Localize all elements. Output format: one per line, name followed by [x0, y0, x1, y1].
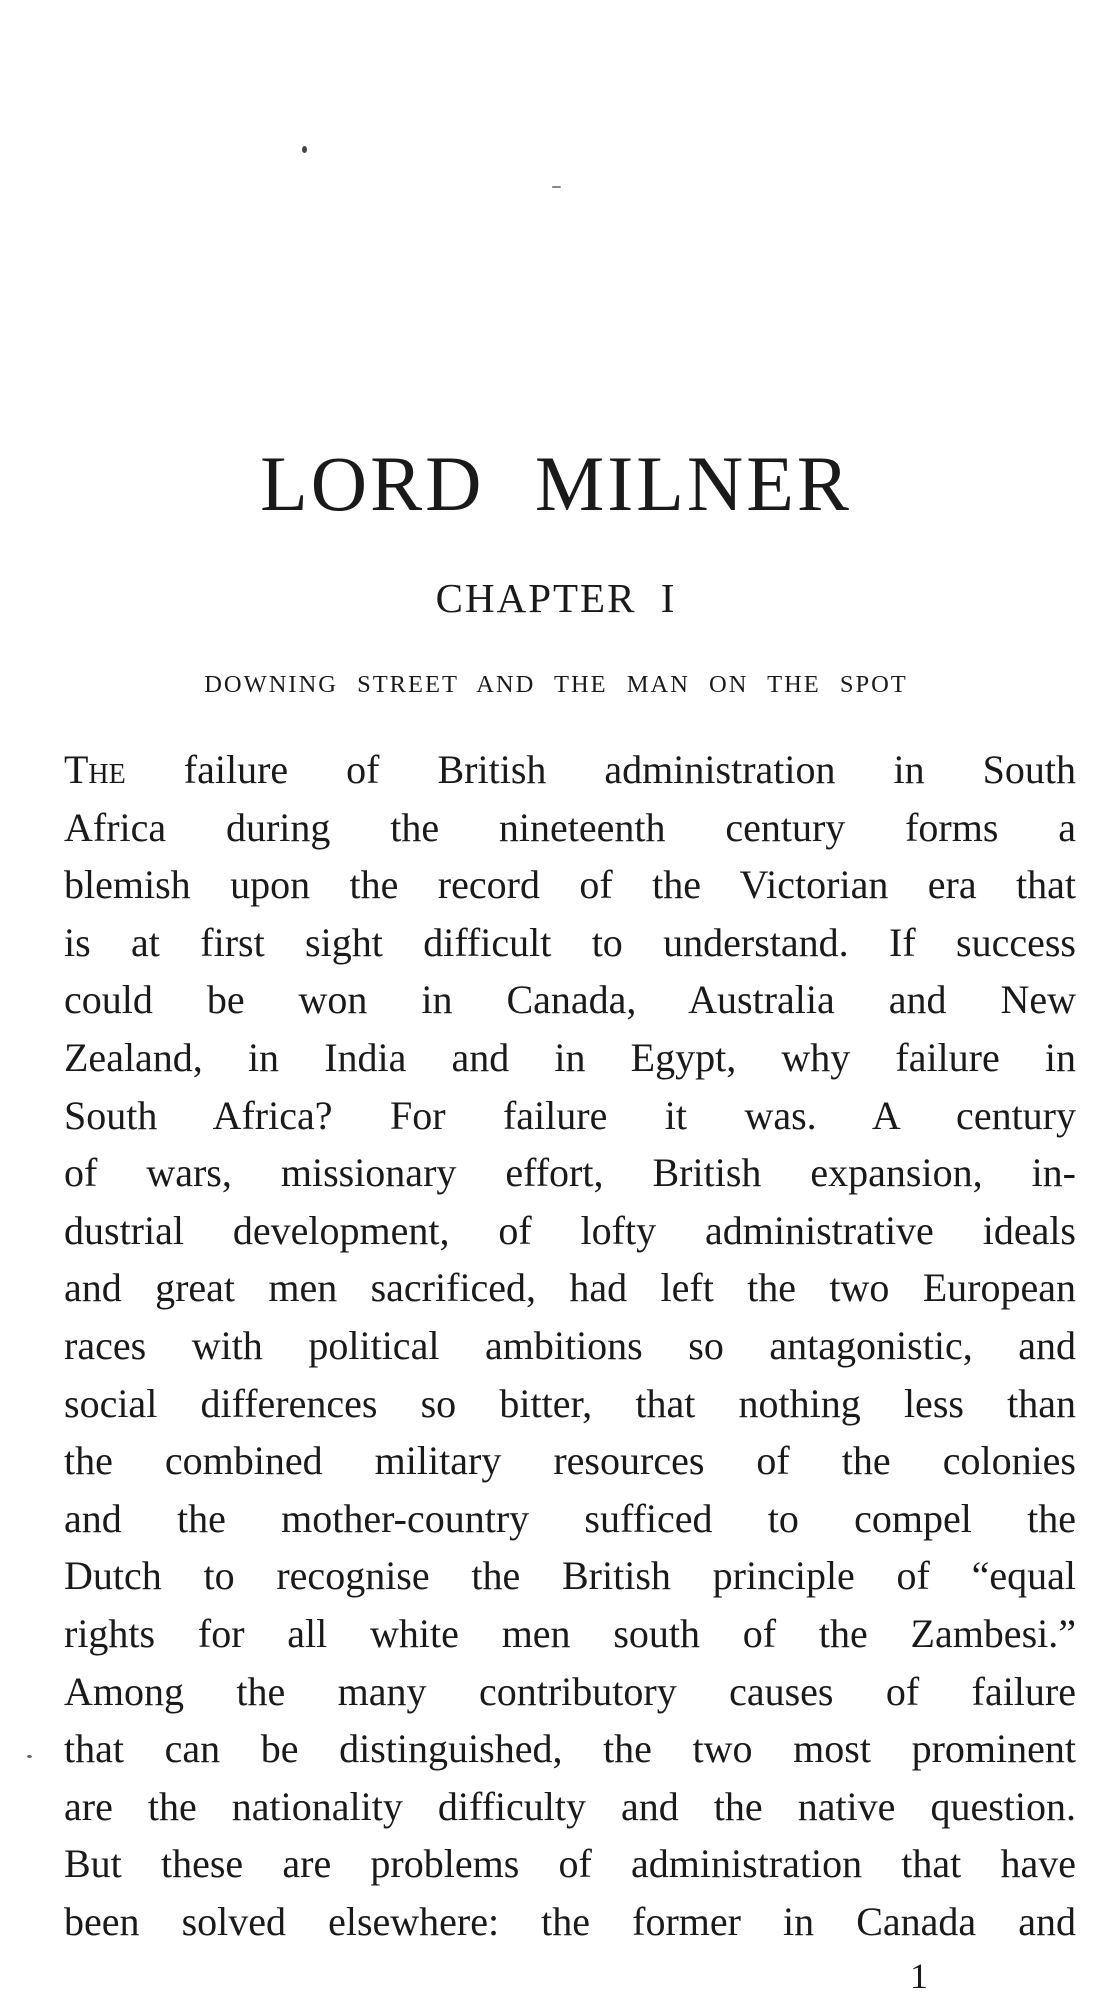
text-line: and the mother-country sufficed to compel the [64, 1495, 1076, 1541]
text-line [64, 741, 1076, 799]
text-line: are the nationality difficulty and the native question. [64, 1783, 1076, 1829]
text-line: South Africa? For failure it was. A century [64, 1092, 1076, 1138]
text-line: races with political ambitions so antagonistic, and [64, 1322, 1076, 1368]
text-line: and great men sacrificed, had left the two European [64, 1265, 1076, 1311]
book-title: LORD MILNER [260, 440, 852, 527]
body-paragraph [64, 741, 1076, 1950]
text-line: But these are problems of administration that have [64, 1841, 1076, 1887]
scan-speck [552, 186, 561, 188]
text-line: Africa during the nineteenth century forms a [64, 804, 1076, 850]
text-line: rights for all white men south of the Zambesi.” [64, 1610, 1076, 1656]
text-line-content: failure of British administration in South [125, 747, 1076, 792]
opening-word: The [64, 747, 126, 792]
text-line: Dutch to recognise the British principle of “equal [64, 1553, 1076, 1599]
scan-speck [27, 1755, 32, 1758]
text-line: dustrial development, of lofty administrative ideals [64, 1207, 1076, 1253]
text-line: could be won in Canada, Australia and New [64, 977, 1076, 1023]
text-line: of wars, missionary effort, British expansion, in- [64, 1150, 1076, 1196]
text-line: Among the many contributory causes of failure [64, 1668, 1076, 1714]
scan-speck [302, 146, 307, 153]
text-line: Zealand, in India and in Egypt, why failure in [64, 1034, 1076, 1080]
chapter-subtitle: DOWNING STREET AND THE MAN ON THE SPOT [204, 671, 908, 698]
text-line: social differences so bitter, that nothing less than [64, 1380, 1076, 1426]
text-line: that can be distinguished, the two most prominent [64, 1726, 1076, 1772]
page-number: 1 [910, 1956, 928, 1996]
text-line: been solved elsewhere: the former in Canada and [64, 1898, 1076, 1944]
chapter-heading: CHAPTER I [435, 575, 677, 621]
text-line: the combined military resources of the colonies [64, 1438, 1076, 1484]
text-line: blemish upon the record of the Victorian era that [64, 862, 1076, 908]
text-line: is at first sight difficult to understand. If success [64, 919, 1076, 965]
